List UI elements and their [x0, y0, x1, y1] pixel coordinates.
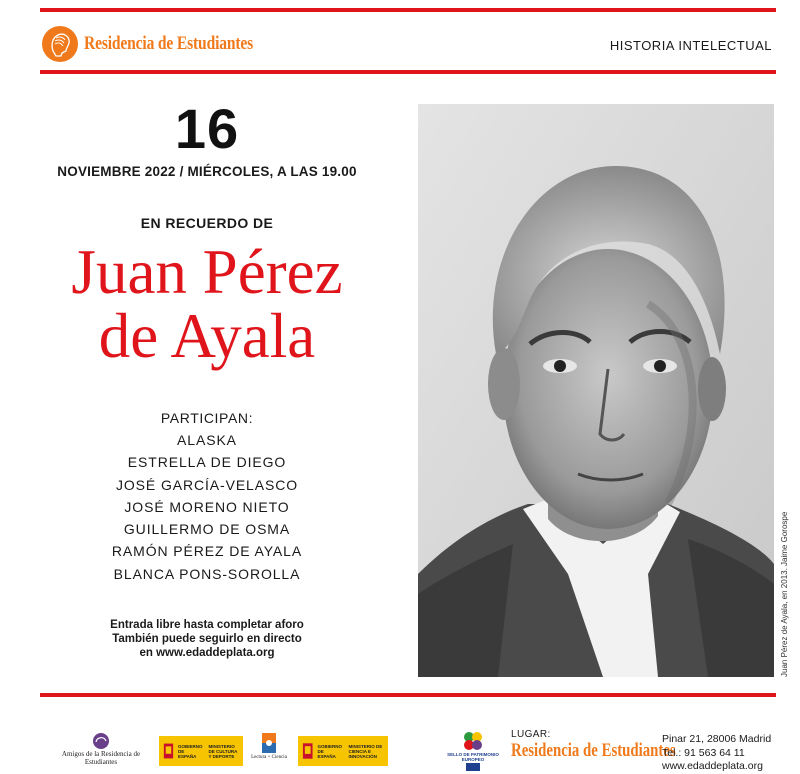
- participant: RAMÓN PÉREZ DE AYALA: [111, 543, 303, 560]
- gov-science-text-a: GOBIERNO DE ESPAÑA: [317, 743, 342, 759]
- portrait-photo: [418, 104, 774, 677]
- footer-red-rule: [40, 693, 776, 697]
- gov-culture-text-a: GOBIERNO DE ESPAÑA: [177, 743, 203, 759]
- coat-of-arms-icon: [301, 741, 314, 761]
- gov-culture-badge: [159, 736, 243, 766]
- logo-wordmark: Residencia de Estudiantes: [84, 33, 254, 54]
- venue-address: [662, 733, 771, 774]
- eu-flag-icon: [466, 763, 480, 771]
- lectura-ciencia-text: Lectura + Ciencia: [251, 755, 287, 760]
- venue-phone[interactable]: Tel.: 91 563 64 11: [662, 746, 745, 759]
- honoree-name: [0, 237, 414, 371]
- amigos-emblem-icon: [90, 732, 112, 750]
- participant: GUILLERMO DE OSMA: [123, 521, 291, 538]
- lectura-ciencia-icon: [260, 731, 278, 755]
- coat-of-arms-icon: [162, 741, 175, 761]
- event-intro: EN RECUERDO DE: [140, 215, 274, 231]
- participant: BLANCA PONS-SOROLLA: [113, 565, 301, 582]
- header-red-rule: [40, 70, 776, 74]
- venue-street: Pinar 21, 28006 Madrid: [662, 733, 772, 745]
- honoree-name-line1: Juan Pérez: [71, 237, 343, 307]
- livestream-url[interactable]: en www.edaddeplata.org: [139, 647, 275, 659]
- category-label: HISTORIA INTELECTUAL: [609, 38, 772, 53]
- participants-label: PARTICIPAN:: [160, 410, 254, 426]
- venue-name: Residencia de Estudiantes: [511, 740, 676, 761]
- attendance-notes: [0, 618, 414, 660]
- top-red-rule: [40, 8, 776, 12]
- livestream-note: También puede seguirlo en directo: [112, 633, 302, 645]
- residencia-logo[interactable]: [42, 26, 290, 62]
- venue-web[interactable]: www.edaddeplata.org: [662, 760, 763, 772]
- amigos-text: Amigos de la Residencia de Estudiantes: [61, 750, 141, 766]
- gov-science-text-b: MINISTERIO DE CIENCIA E INNOVACIÓN: [348, 743, 383, 759]
- gov-science-badge: [298, 736, 388, 766]
- photo-credit: Juan Pérez de Ayala, en 2013. Jaime Gorospe: [780, 511, 789, 677]
- free-entry-note: Entrada libre hasta completar aforo: [110, 619, 304, 631]
- gov-culture-text-b: MINISTERIO DE CULTURA Y DEPORTE: [208, 743, 238, 759]
- sello-text: SELLO DE PATRIMONIO EUROPEO: [447, 752, 499, 762]
- lectura-ciencia-logo: [251, 731, 287, 760]
- participant: JOSÉ MORENO NIETO: [124, 498, 290, 515]
- amigos-logo: [46, 732, 156, 766]
- participants-list: [0, 410, 414, 585]
- event-day: 16: [174, 97, 240, 160]
- participant: ESTRELLA DE DIEGO: [127, 454, 287, 471]
- event-date-time: NOVIEMBRE 2022 / MIÉRCOLES, A LAS 19.00: [57, 164, 357, 179]
- participant: JOSÉ GARCÍA-VELASCO: [115, 476, 299, 493]
- european-heritage-icon: [460, 730, 486, 752]
- honoree-name-line2: de Ayala: [98, 301, 316, 371]
- sello-patrimonio-logo: [446, 730, 500, 771]
- venue-label: LUGAR:: [511, 729, 551, 740]
- head-profile-icon: [42, 26, 78, 62]
- participant: ALASKA: [177, 432, 237, 448]
